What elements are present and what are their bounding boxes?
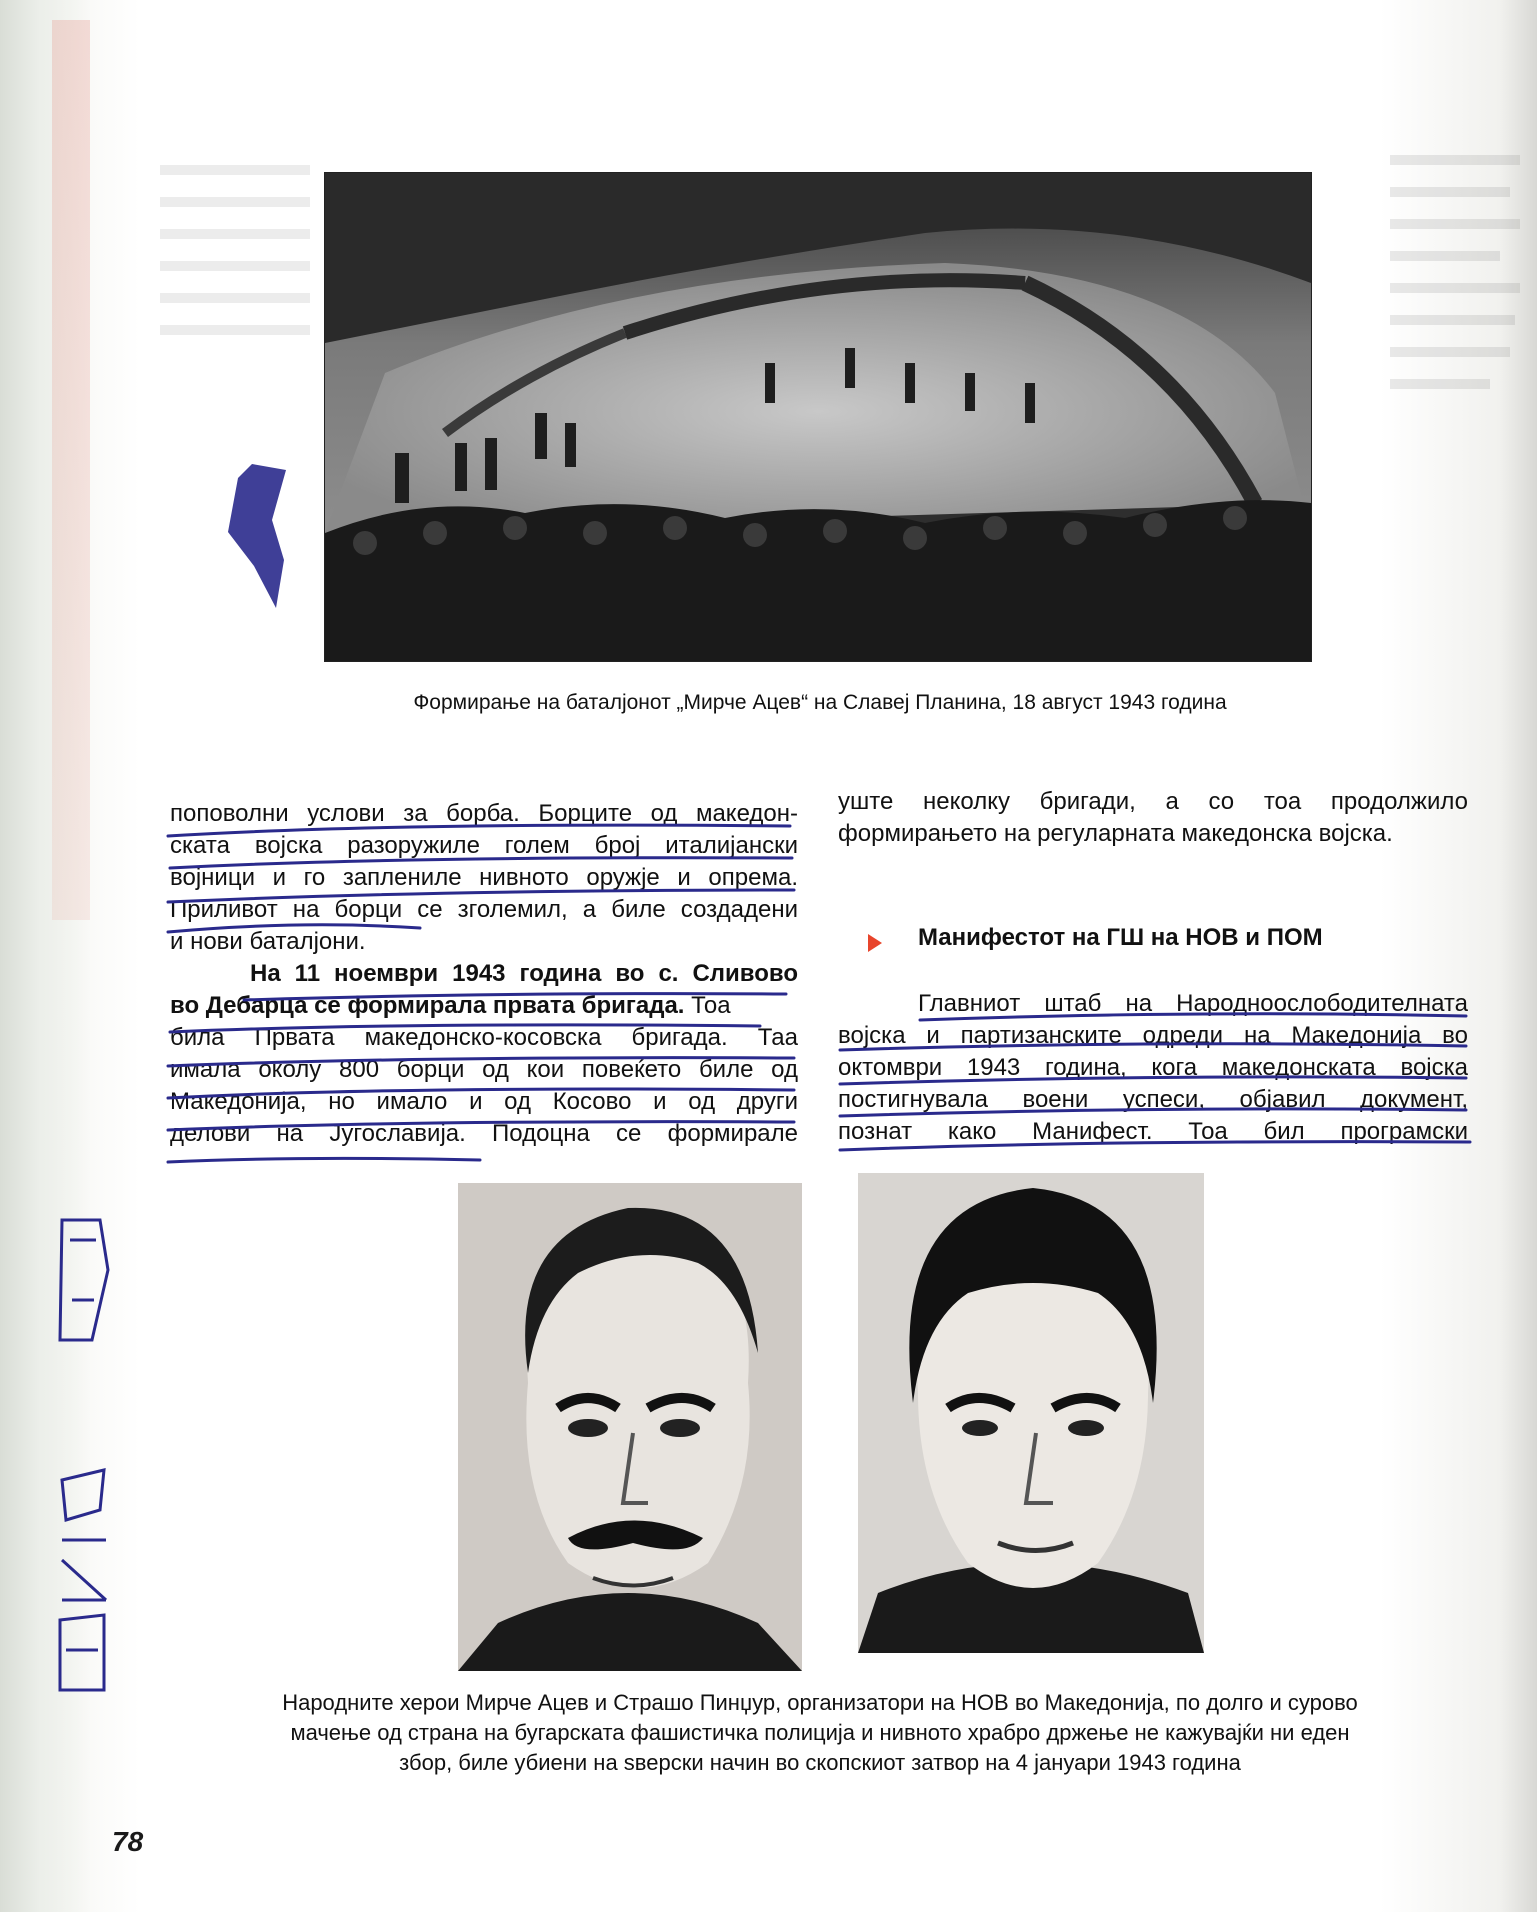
top-photo-caption: Формирање на баталјонот „Мирче Ацев“ на Славеј Планина, 18 август 1943 година: [413, 691, 1227, 714]
portrait-strasho-pindzur: [858, 1173, 1204, 1653]
decorative-side-band: [52, 20, 90, 920]
text-line: постигнувала воени успеси, објавил документ,: [838, 1086, 1468, 1113]
section-marker-icon: [868, 934, 882, 952]
text-line: формирањето на регуларната македонска војска.: [838, 820, 1393, 847]
portraits-caption: [160, 1688, 1480, 1778]
caption-line: Народните херои Мирче Ацев и Страшо Пинџур, организатори на НОВ во Македонија, по долго и сурово: [282, 1690, 1358, 1715]
text-line: имала околу 800 борци од кои повеќето биле од: [170, 1056, 798, 1083]
text-line-bold: На 11 ноември 1943 година во с. Сливово: [250, 960, 798, 987]
text-line-mixed: [170, 990, 798, 1022]
left-column: [170, 798, 798, 1150]
text-line: и нови баталјони.: [170, 928, 366, 955]
text-line: војници и го заплениле нивното оружје и опрема.: [170, 864, 798, 891]
caption-line: збор, биле убиени на ѕверски начин во скопскиот затвор на 4 јануари 1943 година: [399, 1750, 1241, 1775]
text-line: Главниот штаб на Народноослободителната: [918, 990, 1468, 1017]
text-line: делови на Југославија. Подоцна се формирале: [170, 1120, 798, 1147]
battalion-formation-photo: [324, 172, 1312, 662]
text-line: поповолни услови за борба. Борците од македон-: [170, 800, 798, 827]
bleed-through-marks: [1390, 140, 1530, 440]
portrait-mirce-acev: [458, 1183, 802, 1671]
text-line: ската војска разоружиле голем број италијански: [170, 832, 798, 859]
right-column-top: [838, 786, 1468, 850]
page-number: 78: [112, 1826, 144, 1857]
bleed-through-marks-left: [150, 150, 320, 410]
text-line: познат како Манифест. Тоа бил програмски: [838, 1118, 1468, 1145]
text-line: уште неколку бригади, а со тоа продолжило: [838, 788, 1468, 815]
text-line: Приливот на борци се зголемил, а биле создадени: [170, 896, 798, 923]
caption-line: мачење од страна на бугарската фашистичка полиција и нивното храбро држење не кажувајќи ни еден: [290, 1720, 1350, 1745]
text-line: била Првата македонско-косовска бригада. Таа: [170, 1024, 798, 1051]
section-heading: Манифестот на ГШ на НОВ и ПОМ: [918, 924, 1323, 951]
right-column-body: [838, 988, 1468, 1148]
text-line: октомври 1943 година, кога македонската војска: [838, 1054, 1468, 1081]
text-line: Македонија, но имало и од Косово и од други: [170, 1088, 798, 1115]
text-bold-fragment: во Дебарца се формирала првата бригада.: [170, 992, 685, 1019]
text-fragment: Тоа: [684, 992, 731, 1019]
text-line: војска и партизанските одреди на Македонија во: [838, 1022, 1468, 1049]
